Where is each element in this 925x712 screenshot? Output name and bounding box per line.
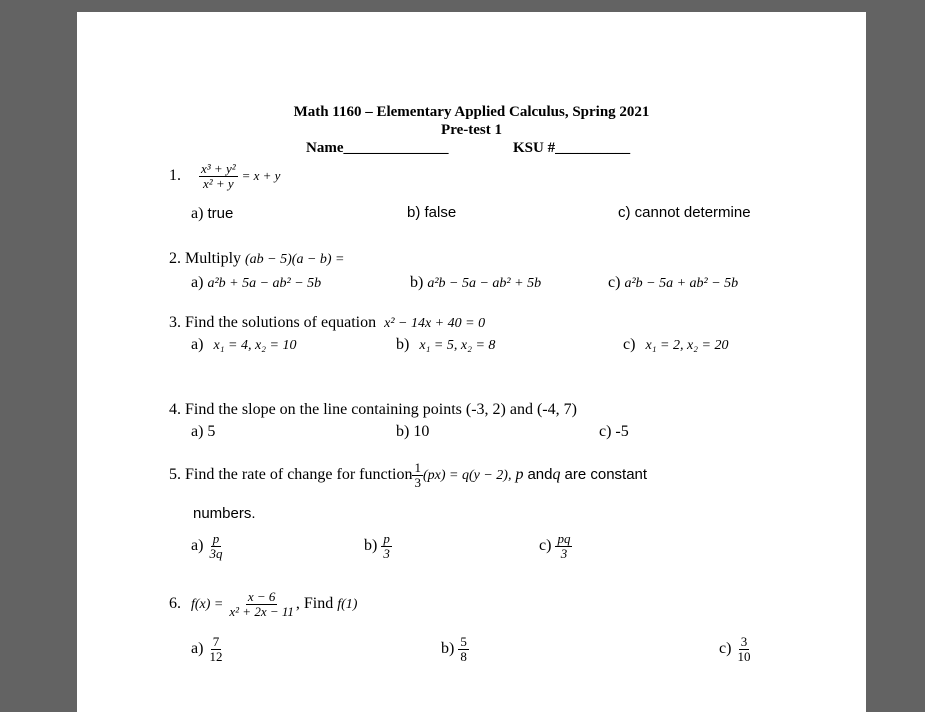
option-b-label: b) — [364, 536, 378, 554]
question-4-option-c: c) -5 — [599, 423, 629, 440]
question-3-option-a — [191, 336, 297, 354]
option-b-fraction — [381, 532, 392, 560]
test-subtitle: Pre-test 1 — [441, 122, 502, 138]
question-6-number: 6. — [169, 594, 181, 612]
option-a-label: a) — [191, 639, 204, 657]
question-5-option-a — [191, 532, 224, 560]
option-b-fraction — [458, 635, 469, 663]
question-1-number: 1. — [169, 166, 181, 184]
question-1-option-c: c) cannot determine — [618, 204, 751, 221]
fraction-denominator: 3 — [560, 545, 568, 561]
option-a-fraction — [207, 532, 224, 560]
question-3-option-b — [396, 336, 495, 354]
fraction-denominator: 3 — [414, 474, 421, 490]
course-title: Math 1160 – Elementary Applied Calculus, Spring 2021 — [293, 104, 650, 120]
option-a-label: a) — [191, 274, 204, 291]
question-2-prompt: 2. Multiply — [169, 250, 242, 267]
question-1-option-a — [191, 205, 233, 223]
option-a-label: a) — [191, 336, 204, 353]
option-b-expression: x₁ = 5, x₂ = 8 — [419, 338, 496, 353]
question-5-continuation: numbers. — [193, 505, 256, 522]
option-a-fraction — [207, 635, 224, 663]
option-c-fraction — [735, 635, 752, 663]
question-5-option-b — [364, 532, 392, 560]
fraction-denominator: 3q — [209, 545, 223, 561]
option-a-text: true — [207, 205, 234, 222]
name-field-label: Name______________ — [306, 140, 449, 156]
option-a-label: a) — [191, 536, 204, 554]
question-4-option-b: b) 10 — [396, 423, 430, 440]
document-page — [77, 12, 866, 712]
question-6-option-a — [191, 635, 224, 663]
and-word: and — [527, 465, 553, 483]
fraction-numerator: 3 — [740, 634, 748, 649]
question-6-option-b — [441, 635, 469, 663]
question-2 — [169, 250, 345, 268]
question-1-numerator: x³ + y² — [201, 161, 236, 176]
fraction-denominator: 8 — [460, 648, 467, 664]
fraction-numerator: x − 6 — [247, 589, 276, 604]
fraction-numerator: p — [383, 531, 390, 546]
question-3 — [169, 314, 485, 332]
question-5-fraction — [412, 461, 423, 489]
option-b-expression: a²b − 5a − ab² + 5b — [427, 276, 542, 291]
question-2-option-b — [410, 274, 541, 292]
fraction-denominator: 3 — [383, 545, 390, 561]
find-word: Find — [303, 594, 334, 612]
comma: , — [295, 594, 300, 612]
question-6-function: f(x) = — [191, 596, 224, 612]
question-6-option-c — [719, 635, 752, 663]
option-c-label: c) — [608, 274, 621, 291]
fraction-numerator: 5 — [460, 634, 467, 649]
option-c-fraction — [555, 532, 572, 560]
question-1-fraction — [199, 162, 238, 190]
fraction-numerator: 7 — [212, 634, 220, 649]
question-6-fraction — [227, 590, 296, 618]
option-c-label: c) — [539, 536, 552, 554]
option-c-expression: a²b − 5a + ab² − 5b — [624, 276, 739, 291]
option-b-label: b) — [441, 639, 455, 657]
question-2-option-c — [608, 274, 738, 292]
question-1-option-b: b) false — [407, 204, 457, 221]
question-1 — [169, 162, 280, 190]
question-5 — [169, 461, 647, 489]
fraction-denominator: x² + 2x − 11 — [229, 603, 294, 619]
option-c-expression: x₁ = 2, x₂ = 20 — [645, 338, 729, 353]
question-3-option-c — [623, 336, 729, 354]
option-a-label: a) — [191, 205, 204, 222]
option-a-expression: a²b + 5a − ab² − 5b — [207, 276, 322, 291]
question-2-expression: (ab − 5)(a − b) = — [245, 252, 345, 267]
question-3-expression: x² − 14x + 40 = 0 — [384, 316, 486, 331]
fraction-denominator: 12 — [209, 648, 223, 664]
question-2-option-a — [191, 274, 321, 292]
question-3-prompt: 3. Find the solutions of equation — [169, 314, 377, 331]
question-4-option-a: a) 5 — [191, 423, 216, 440]
question-5-expression: (px) = q(y − 2), — [422, 467, 512, 483]
constant-p: p — [515, 465, 524, 483]
question-5-tail: are constant — [564, 465, 648, 483]
fraction-numerator: p — [212, 531, 220, 546]
question-6 — [169, 590, 357, 618]
question-6-f1: f(1) — [337, 596, 358, 612]
option-b-label: b) — [396, 336, 410, 353]
option-a-expression: x₁ = 4, x₂ = 10 — [213, 338, 297, 353]
constant-q: q — [552, 465, 561, 483]
fraction-numerator: 1 — [414, 460, 421, 475]
option-c-label: c) — [719, 639, 732, 657]
fraction-numerator: pq — [557, 531, 571, 546]
question-1-rhs: = x + y — [241, 167, 281, 183]
question-5-option-c — [539, 532, 572, 560]
question-1-denominator: x² + y — [202, 175, 234, 191]
question-4-prompt: 4. Find the slope on the line containing points (-3, 2) and (-4, 7) — [169, 401, 577, 418]
question-5-prompt: 5. Find the rate of change for function — [169, 465, 413, 483]
option-c-label: c) — [623, 336, 636, 353]
option-b-label: b) — [410, 274, 424, 291]
fraction-denominator: 10 — [737, 648, 751, 664]
ksu-field-label: KSU #__________ — [513, 140, 631, 156]
